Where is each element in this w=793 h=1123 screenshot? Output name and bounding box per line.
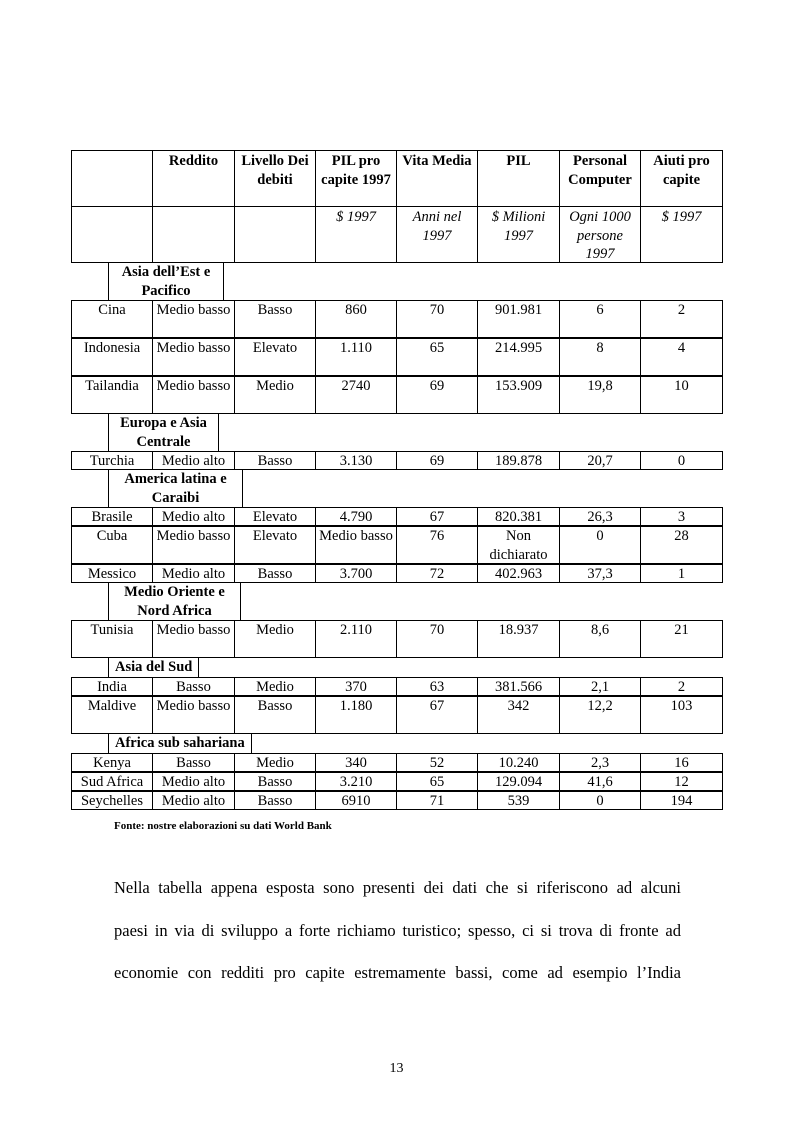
table-cell: Medio alto xyxy=(153,507,235,526)
table-cell: 194 xyxy=(641,791,723,810)
table-cell: 0 xyxy=(560,526,641,564)
table-cell: 901.981 xyxy=(478,300,560,338)
source-note: Fonte: nostre elaborazioni su dati World Bank xyxy=(114,820,332,832)
table-row xyxy=(71,791,723,810)
table-cell: 402.963 xyxy=(478,564,560,583)
table-cell: 0 xyxy=(560,791,641,810)
body-paragraph-line: Nella tabella appena esposta sono presenti dei dati che si riferiscono ad alcuni xyxy=(114,878,681,897)
country-cell: Messico xyxy=(71,564,153,583)
table-cell: Medio xyxy=(235,376,316,414)
region-row xyxy=(71,263,723,300)
table-cell: 69 xyxy=(397,451,478,470)
body-paragraph-line: economie con redditi pro capite estremamente bassi, come ad esempio l’India xyxy=(114,963,681,982)
table-cell: 76 xyxy=(397,526,478,564)
body-paragraph-line: paesi in via di sviluppo a forte richiamo turistico; spesso, ci si trova di fronte ad xyxy=(114,921,681,940)
header-cell: Livello Dei debiti xyxy=(235,150,316,207)
country-cell: Tailandia xyxy=(71,376,153,414)
table-cell: 1 xyxy=(641,564,723,583)
table-cell: 69 xyxy=(397,376,478,414)
header-cell: Personal Computer xyxy=(560,150,641,207)
table-cell: 26,3 xyxy=(560,507,641,526)
country-cell: Sud Africa xyxy=(71,772,153,791)
table-cell: 539 xyxy=(478,791,560,810)
table-cell: 129.094 xyxy=(478,772,560,791)
table-cell: Basso xyxy=(235,696,316,734)
table-cell: Medio basso xyxy=(316,526,397,564)
table-cell: 52 xyxy=(397,753,478,772)
country-cell: Maldive xyxy=(71,696,153,734)
table-cell: Elevato xyxy=(235,526,316,564)
table-cell: 189.878 xyxy=(478,451,560,470)
table-cell: 65 xyxy=(397,772,478,791)
region-row xyxy=(71,414,723,451)
table-cell: Non dichiarato xyxy=(478,526,560,564)
table-cell: 72 xyxy=(397,564,478,583)
table-cell: 65 xyxy=(397,338,478,376)
region-label: Asia del Sud xyxy=(108,658,199,677)
region-label: Medio Oriente e Nord Africa xyxy=(108,583,241,620)
table-row xyxy=(71,753,723,772)
header-cell xyxy=(71,150,153,207)
country-cell: Turchia xyxy=(71,451,153,470)
table-cell: 3 xyxy=(641,507,723,526)
table-cell: 19,8 xyxy=(560,376,641,414)
table-cell: 153.909 xyxy=(478,376,560,414)
table-cell: 381.566 xyxy=(478,677,560,696)
table-row xyxy=(71,564,723,583)
region-row xyxy=(71,583,723,620)
header-cell: Vita Media xyxy=(397,150,478,207)
table-cell: Basso xyxy=(153,753,235,772)
table-cell: 8 xyxy=(560,338,641,376)
table-cell: 3.700 xyxy=(316,564,397,583)
table-cell: 12,2 xyxy=(560,696,641,734)
table-cell: 2 xyxy=(641,300,723,338)
unit-cell: Ogni 1000 persone 1997 xyxy=(560,207,641,263)
table-row xyxy=(71,696,723,734)
country-cell: Indonesia xyxy=(71,338,153,376)
table-cell: 10 xyxy=(641,376,723,414)
table-cell: 41,6 xyxy=(560,772,641,791)
table-cell: 2 xyxy=(641,677,723,696)
country-cell: Brasile xyxy=(71,507,153,526)
table-cell: Basso xyxy=(235,451,316,470)
table-row xyxy=(71,338,723,376)
table-cell: 820.381 xyxy=(478,507,560,526)
table-cell: 70 xyxy=(397,620,478,658)
table-cell: 8,6 xyxy=(560,620,641,658)
table-cell: 3.130 xyxy=(316,451,397,470)
table-cell: 10.240 xyxy=(478,753,560,772)
country-cell: Seychelles xyxy=(71,791,153,810)
table-cell: 70 xyxy=(397,300,478,338)
unit-cell: $ 1997 xyxy=(641,207,723,263)
table-cell: Elevato xyxy=(235,338,316,376)
region-label: America latina e Caraibi xyxy=(108,470,243,507)
table-cell: 4 xyxy=(641,338,723,376)
table-cell: 67 xyxy=(397,507,478,526)
table-cell: 20,7 xyxy=(560,451,641,470)
table-cell: 71 xyxy=(397,791,478,810)
table-cell: 16 xyxy=(641,753,723,772)
table-cell: Elevato xyxy=(235,507,316,526)
unit-cell: Anni nel 1997 xyxy=(397,207,478,263)
units-row xyxy=(71,207,723,263)
table-cell: 3.210 xyxy=(316,772,397,791)
data-table xyxy=(71,150,723,810)
table-cell: 2.110 xyxy=(316,620,397,658)
header-row xyxy=(71,150,723,207)
table-cell: 4.790 xyxy=(316,507,397,526)
table-row xyxy=(71,772,723,791)
table-cell: 37,3 xyxy=(560,564,641,583)
table-cell: Basso xyxy=(235,791,316,810)
header-cell: PIL xyxy=(478,150,560,207)
table-cell: Medio basso xyxy=(153,526,235,564)
table-cell: 12 xyxy=(641,772,723,791)
table-cell: Basso xyxy=(153,677,235,696)
table-cell: 342 xyxy=(478,696,560,734)
table-cell: Basso xyxy=(235,300,316,338)
table-cell: 103 xyxy=(641,696,723,734)
table-cell: 2740 xyxy=(316,376,397,414)
table-cell: Medio alto xyxy=(153,564,235,583)
region-label: Asia dell’Est e Pacifico xyxy=(108,263,224,300)
table-cell: 2,1 xyxy=(560,677,641,696)
table-cell: Medio basso xyxy=(153,620,235,658)
table-row xyxy=(71,300,723,338)
table-row xyxy=(71,451,723,470)
table-cell: 1.180 xyxy=(316,696,397,734)
table-cell: 6 xyxy=(560,300,641,338)
table-row xyxy=(71,376,723,414)
unit-cell xyxy=(153,207,235,263)
table-row xyxy=(71,620,723,658)
country-cell: Cina xyxy=(71,300,153,338)
table-cell: Medio xyxy=(235,677,316,696)
region-row xyxy=(71,470,723,507)
table-row xyxy=(71,507,723,526)
table-body xyxy=(71,263,723,810)
table-cell: 2,3 xyxy=(560,753,641,772)
table-cell: Basso xyxy=(235,564,316,583)
header-cell: Aiuti pro capite xyxy=(641,150,723,207)
table-cell: 18.937 xyxy=(478,620,560,658)
table-cell: Medio basso xyxy=(153,338,235,376)
region-label: Europa e Asia Centrale xyxy=(108,414,219,451)
country-cell: Cuba xyxy=(71,526,153,564)
table-cell: 28 xyxy=(641,526,723,564)
unit-cell: $ 1997 xyxy=(316,207,397,263)
unit-cell xyxy=(235,207,316,263)
header-cell: PIL pro capite 1997 xyxy=(316,150,397,207)
page-number: 13 xyxy=(389,1061,404,1076)
table-cell: 1.110 xyxy=(316,338,397,376)
table-cell: Medio basso xyxy=(153,300,235,338)
table-cell: Medio xyxy=(235,620,316,658)
table-cell: 214.995 xyxy=(478,338,560,376)
table-row xyxy=(71,526,723,564)
table-cell: Medio alto xyxy=(153,451,235,470)
country-cell: Tunisia xyxy=(71,620,153,658)
table-cell: 340 xyxy=(316,753,397,772)
table-cell: 21 xyxy=(641,620,723,658)
table-cell: 370 xyxy=(316,677,397,696)
table-cell: 860 xyxy=(316,300,397,338)
region-label: Africa sub sahariana xyxy=(108,734,252,753)
header-cell: Reddito xyxy=(153,150,235,207)
table-cell: 67 xyxy=(397,696,478,734)
unit-cell: $ Milioni 1997 xyxy=(478,207,560,263)
table-cell: 0 xyxy=(641,451,723,470)
table-cell: Medio alto xyxy=(153,772,235,791)
table-cell: 63 xyxy=(397,677,478,696)
table-row xyxy=(71,677,723,696)
region-row xyxy=(71,658,723,677)
country-cell: India xyxy=(71,677,153,696)
table-cell: 6910 xyxy=(316,791,397,810)
table-cell: Medio xyxy=(235,753,316,772)
table-cell: Basso xyxy=(235,772,316,791)
table-cell: Medio basso xyxy=(153,696,235,734)
table-cell: Medio basso xyxy=(153,376,235,414)
unit-cell xyxy=(71,207,153,263)
country-cell: Kenya xyxy=(71,753,153,772)
region-row xyxy=(71,734,723,753)
table-cell: Medio alto xyxy=(153,791,235,810)
